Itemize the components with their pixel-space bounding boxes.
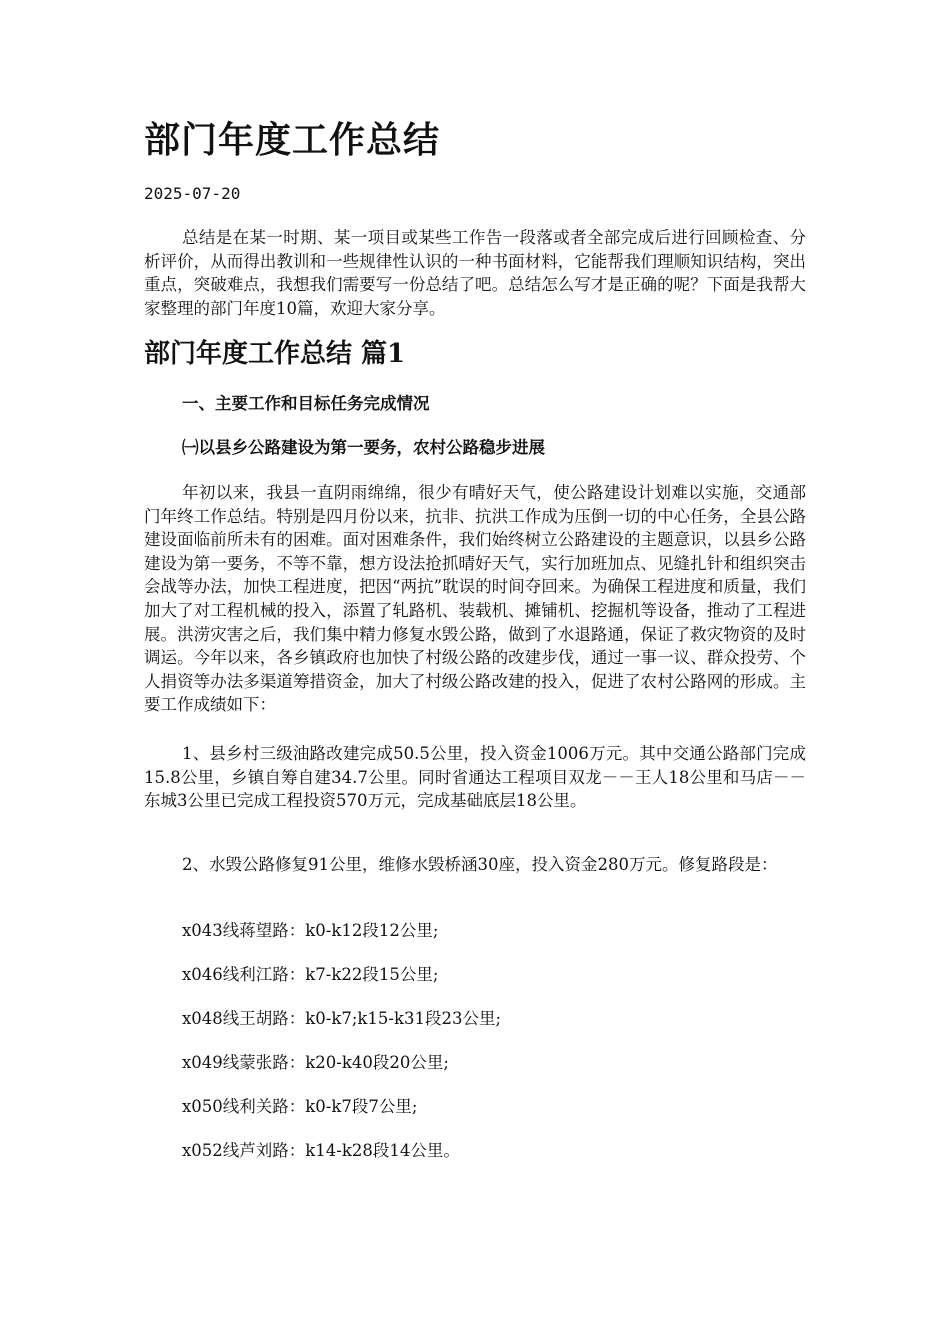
document-title: 部门年度工作总结 [144, 119, 441, 161]
road-item: x046线利江路：k7-k22段15公里; [182, 965, 439, 984]
heading-main-work: 一、主要工作和目标任务完成情况 [182, 394, 430, 413]
body-paragraph: 年初以来，我县一直阴雨绵绵，很少有晴好天气，使公路建设计划难以实施，交通部门年终工作总结。特别是四月份以来，抗非、抗洪工作成为压倒一切的中心任务，全县公路建设面临前所未有的困难。面对困难条件，我们始终树立公路建设的主题意识，以县乡公路建设为第一要务，不等不靠，想方设法抢抓晴好天气，实行加班加点、见缝扎针和组织突击会战等办法，加快工程进度，把因“两抗”耽误的时间夺回来。为确保工程进度和质量，我们加大了对工程机械的投入，添置了轧路机、装载机、摊铺机、挖掘机等设备，推动了工程进展。洪涝灾害之后，我们集中精力修复水毁公路，做到了水退路通，保证了救灾物资的及时调运。今年以来，各乡镇政府也加快了村级公路的改建步伐，通过一事一议、群众投劳、个人捐资等办法多渠道筹措资金，加大了村级公路改建的投入，促进了农村公路网的形成。主要工作成绩如下： [144, 483, 806, 715]
intro-paragraph: 总结是在某一时期、某一项目或某些工作告一段落或者全部完成后进行回顾检查、分析评价，从而得出教训和一些规律性认识的一种书面材料，它能帮我们理顺知识结构，突出重点，突破难点，我想我们需要写一份总结了吧。总结怎么写才是正确的呢？下面是我帮大家整理的部门年度10篇，欢迎大家分享。 [144, 228, 806, 318]
road-item: x050线利关路：k0-k7段7公里; [182, 1097, 418, 1116]
road-item: x048线王胡路：k0-k7;k15-k31段23公里; [182, 1009, 502, 1028]
road-item: x049线蒙张路：k20-k40段20公里; [182, 1053, 449, 1072]
publish-date: 2025-07-20 [144, 184, 241, 203]
point-2-paragraph: 2、水毁公路修复91公里，维修水毁桥涵30座，投入资金280万元。修复路段是： [182, 855, 778, 874]
road-item: x052线芦刘路：k14-k28段14公里。 [182, 1141, 460, 1160]
heading-road-construction: ㈠以县乡公路建设为第一要务，农村公路稳步进展 [182, 438, 545, 457]
section-title: 部门年度工作总结 篇1 [144, 339, 406, 369]
road-item: x043线蒋望路：k0-k12段12公里; [182, 921, 439, 940]
point-1-paragraph: 1、县乡村三级油路改建完成50.5公里，投入资金1006万元。其中交通公路部门完成15.8公里，乡镇自筹自建34.7公里。同时省通达工程项目双龙－－王人18公里和马店－－东城3公里已完成工程投资570万元，完成基础底层18公里。 [144, 744, 806, 811]
